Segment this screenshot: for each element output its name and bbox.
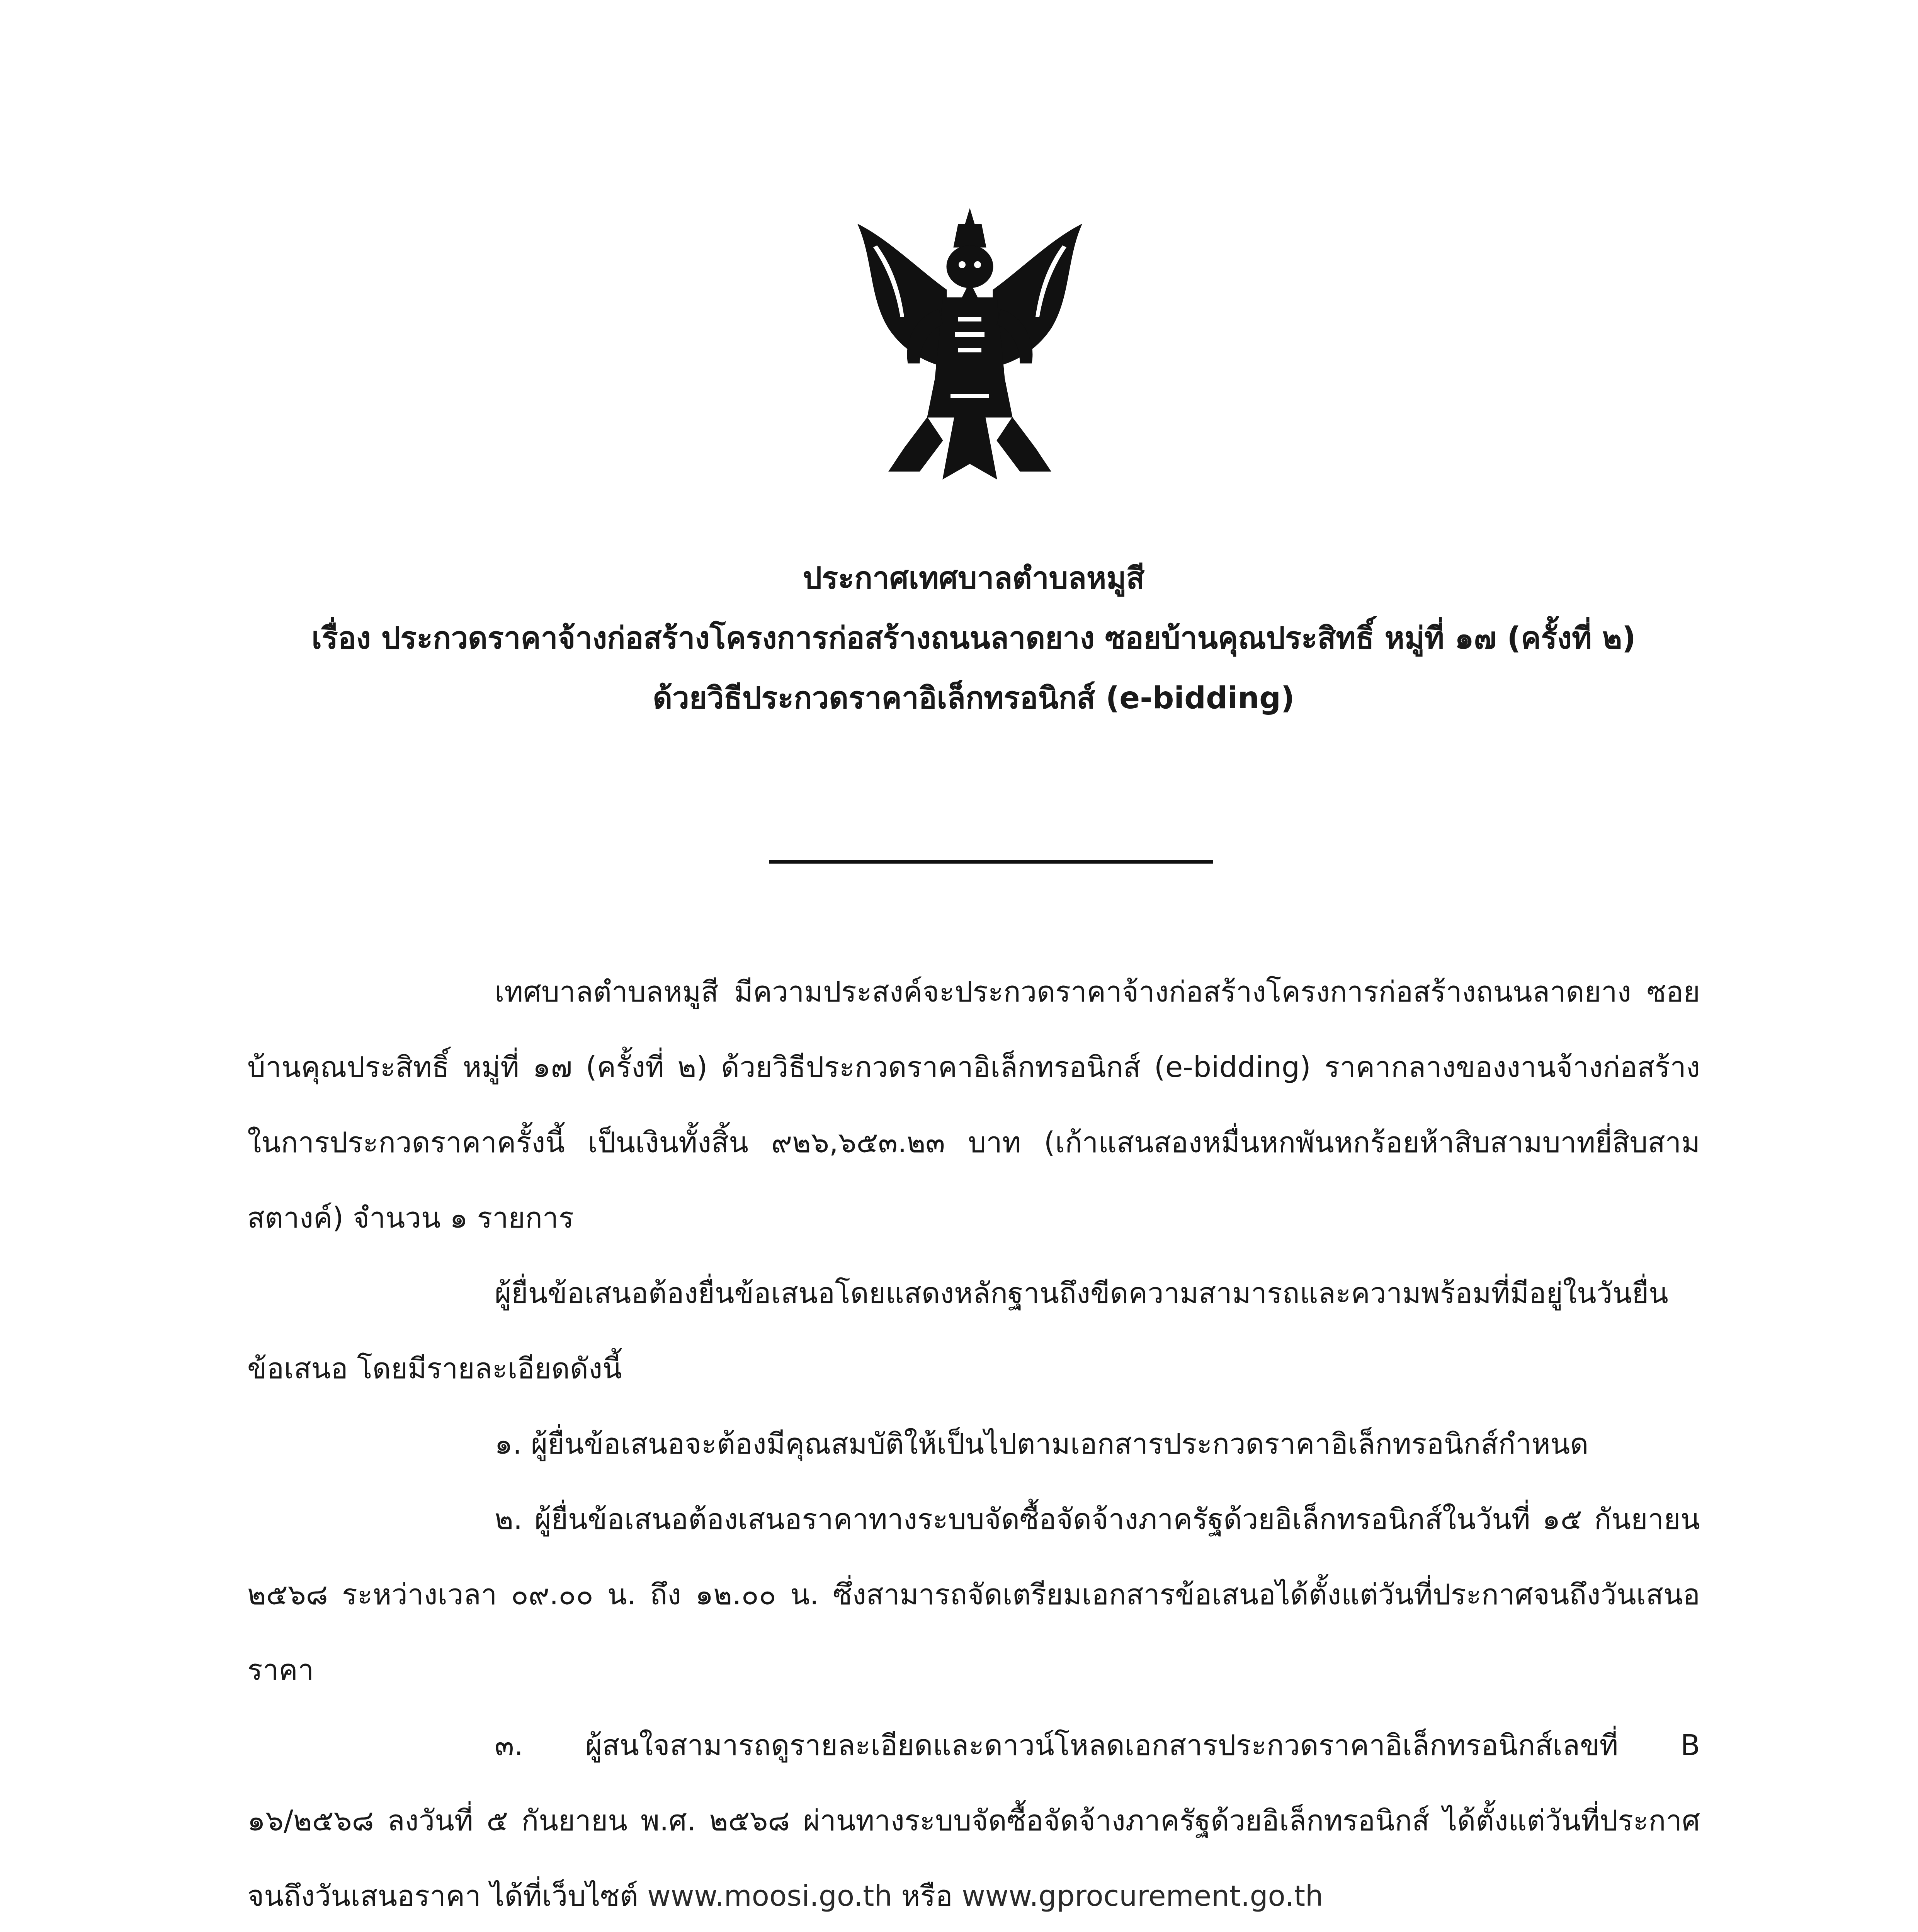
condition-item-1: ๑. ผู้ยื่นข้อเสนอจะต้องมีคุณสมบัติให้เป็นไปตามเอกสารประกวดราคาอิเล็กทรอนิกส์กำหนด xyxy=(495,1427,1589,1461)
or-word: หรือ xyxy=(901,1879,953,1913)
intro-paragraph: เทศบาลตำบลหมูสี มีความประสงค์จะประกวดราคาจ้างก่อสร้างโครงการก่อสร้างถนนลาดยาง ซอยบ้านคุณประสิทธิ์ หมู่ที่ ๑๗ (ครั้งที่ ๒) ด้วยวิธีประกวดราคาอิเล็กทรอนิกส์ (e-bidding) ราคากลางของงานจ้างก่อสร้าง ในการประกวดราคาครั้งนี้ เป็นเงินทั้งสิ้น ๙๒๖,๖๕๓.๒๓ บาท (เก้าแสนสองหมื่นหกพันหกร้อยห้าสิบสามบาทยี่สิบสามสตางค์) จำนวน ๑ รายการ xyxy=(247,975,1700,1235)
website-link-gprocurement[interactable]: www.gprocurement.go.th xyxy=(962,1879,1323,1913)
announcement-heading xyxy=(232,549,1716,728)
announcement-subject: เรื่อง ประกวดราคาจ้างก่อสร้างโครงการก่อสร้างถนนลาดยาง ซอยบ้านคุณประสิทธิ์ หมู่ที่ ๑๗ (ครั้งที่ ๒) xyxy=(311,621,1636,656)
announcement-body xyxy=(247,954,1700,1932)
condition-item-3-text: ๓. ผู้สนใจสามารถดูรายละเอียดและดาวน์โหลดเอกสารประกวดราคาอิเล็กทรอนิกส์เลขที่ B ๑๖/๒๕๖๘ ลงวันที่ ๕ กันยายน พ.ศ. ๒๕๖๘ ผ่านทางระบบจัดซื้อจัดจ้างภาครัฐด้วยอิเล็กทรอนิกส์ ได้ตั้งแต่วันที่ประกาศจนถึงวันเสนอราคา ได้ที่เว็บไซต์ xyxy=(247,1729,1700,1913)
procurement-method: ด้วยวิธีประกวดราคาอิเล็กทรอนิกส์ (e-bidding) xyxy=(653,681,1295,716)
condition-item-3 xyxy=(247,1708,1700,1932)
page-title: ประกาศเทศบาลตำบลหมูสี xyxy=(803,561,1145,596)
title-divider xyxy=(769,860,1213,864)
website-link-moosi[interactable]: www.moosi.go.th xyxy=(647,1879,893,1913)
condition-item-2: ๒. ผู้ยื่นข้อเสนอต้องเสนอราคาทางระบบจัดซื้อจัดจ้างภาครัฐด้วยอิเล็กทรอนิกส์ในวันที่ ๑๕ กันยายน ๒๕๖๘ ระหว่างเวลา ๐๙.๐๐ น. ถึง ๑๒.๐๐ น. ซึ่งสามารถจัดเตรียมเอกสารข้อเสนอได้ตั้งแต่วันที่ประกาศจนถึงวันเสนอราคา xyxy=(247,1503,1700,1687)
requirement-paragraph: ผู้ยื่นข้อเสนอต้องยื่นข้อเสนอโดยแสดงหลักฐานถึงขีดความสามารถและความพร้อมที่มีอยู่ในวันยื่นข้อเสนอ โดยมีรายละเอียดดังนี้ xyxy=(247,1277,1668,1385)
garuda-emblem-icon xyxy=(842,201,1097,495)
